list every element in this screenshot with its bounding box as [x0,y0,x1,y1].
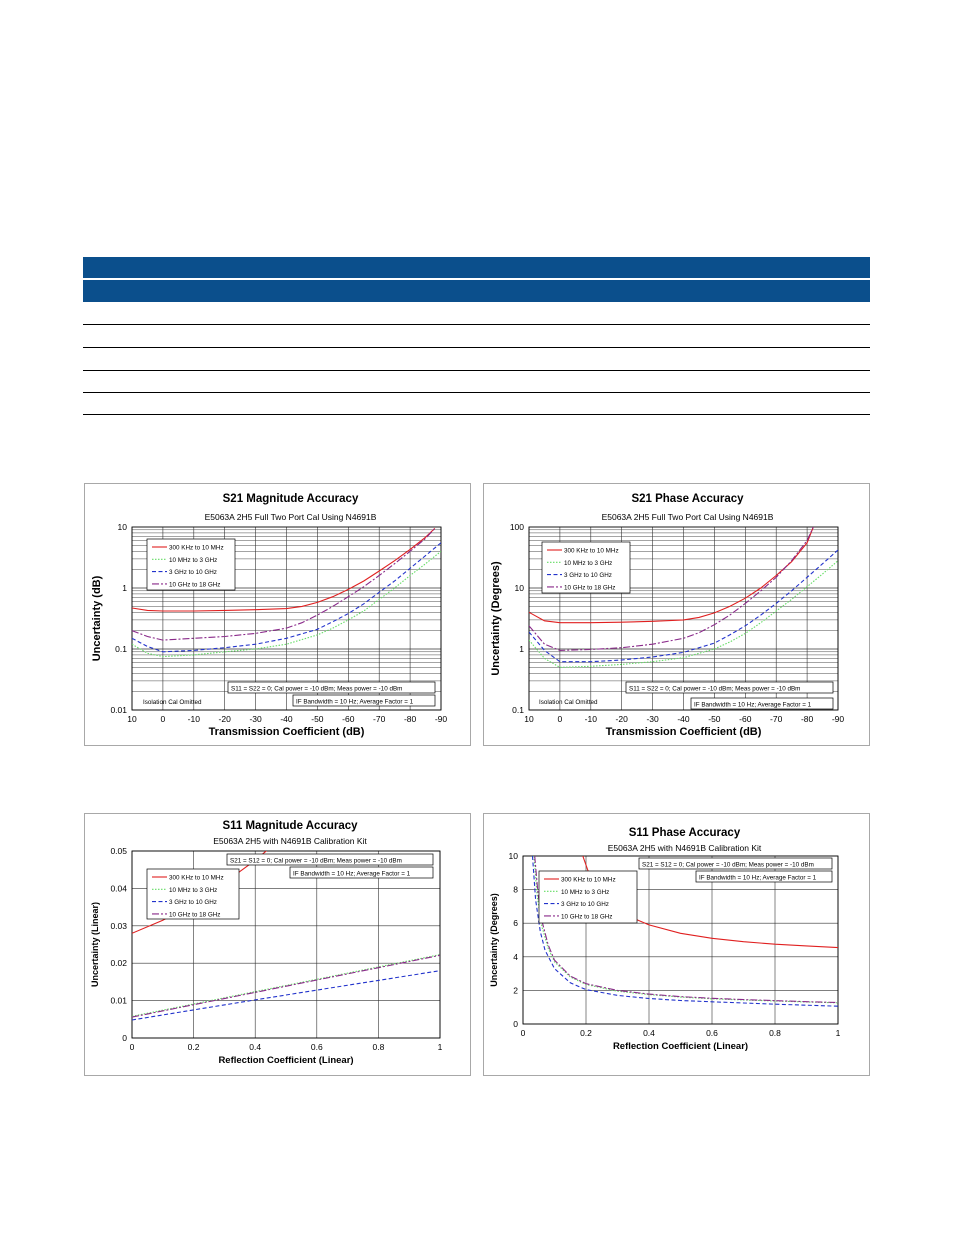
table-row-rule [83,324,870,325]
legend-label: 10 MHz to 3 GHz [564,559,613,567]
legend-label: 300 KHz to 10 MHz [169,544,224,552]
table-header-band-1 [83,257,870,278]
table-row-rule [83,347,870,348]
x-tick-label: 0.8 [372,1042,385,1052]
table-row-rule [83,392,870,393]
chart-panel-s11-magnitude [84,813,471,1076]
y-tick-label: 100 [509,522,524,532]
table-row-rule [83,370,870,371]
chart-panel-s21-magnitude [84,483,471,746]
y-tick-label: 1 [122,583,127,593]
y-tick-label: 10 [508,851,518,861]
x-tick-label: 0.2 [580,1028,592,1038]
x-tick-label: -90 [831,714,845,724]
chart-subtitle: E5063A 2H5 with N4691B Calibration Kit [607,843,762,853]
y-tick-label: 0.04 [110,883,127,894]
x-tick-label: -70 [770,714,783,724]
x-tick-label: 1 [437,1042,443,1052]
x-tick-label: 0 [129,1042,135,1052]
y-tick-label: 0.03 [110,920,127,931]
x-tick-label: -50 [708,714,721,724]
annotation-text: IF Bandwidth = 10 Hz; Average Factor = 1 [699,874,817,882]
chart-title: S21 Phase Accuracy [631,493,744,505]
x-tick-label: -20 [615,714,628,724]
y-tick-label: 0.05 [110,846,127,856]
chart-s21-magnitude [85,484,470,745]
chart-s11-magnitude [85,814,470,1075]
annotation-text: S11 = S22 = 0; Cal power = -10 dBm; Meas power = -10 dBm [231,685,403,693]
x-tick-label: -50 [311,714,324,724]
x-tick-label: -10 [187,714,200,724]
chart-s11-phase [484,814,869,1075]
chart-panel-s11-phase [483,813,870,1076]
legend-label: 3 GHz to 10 GHz [564,572,612,580]
y-axis-label: Uncertainty (Degrees) [489,893,499,987]
legend-label: 10 GHz to 18 GHz [169,581,221,589]
x-axis-label: Transmission Coefficient (dB) [208,726,365,738]
x-tick-label: 1 [835,1028,841,1038]
annotation-text: S11 = S22 = 0; Cal power = -10 dBm; Meas power = -10 dBm [629,685,801,693]
x-tick-label: -70 [373,714,386,724]
x-tick-label: 10 [127,714,137,724]
series-line-3 [132,971,440,1020]
x-tick-label: -10 [584,714,597,724]
x-axis-label: Transmission Coefficient (dB) [605,726,762,738]
y-tick-label: 0.02 [110,958,127,969]
x-axis-label: Reflection Coefficient (Linear) [612,1041,749,1052]
series-line-4 [132,955,440,1017]
y-tick-label: 0.01 [110,995,127,1006]
x-tick-label: -60 [739,714,752,724]
chart-title: S21 Magnitude Accuracy [222,493,359,505]
chart-panel-s21-phase [483,483,870,746]
chart-s21-phase [484,484,869,745]
legend-label: 3 GHz to 10 GHz [169,569,217,577]
x-tick-label: 0 [557,714,563,724]
annotation-isolation: Isolation Cal Omitted [539,699,598,706]
y-tick-label: 0.1 [512,705,524,715]
y-tick-label: 10 [117,522,127,532]
table-header-band-2 [83,280,870,302]
y-axis-label: Uncertainty (Linear) [90,901,100,988]
annotation-isolation: Isolation Cal Omitted [143,699,202,706]
y-tick-label: 6 [513,918,518,929]
y-tick-label: 1 [519,644,524,654]
x-tick-label: 0.8 [769,1028,781,1038]
legend-label: 10 GHz to 18 GHz [561,913,613,921]
legend-label: 10 MHz to 3 GHz [169,556,218,564]
x-tick-label: 0.4 [249,1042,262,1052]
y-tick-label: 4 [513,951,518,962]
chart-subtitle: E5063A 2H5 Full Two Port Cal Using N4691B [601,512,774,522]
legend-label: 300 KHz to 10 MHz [564,547,619,555]
y-tick-label: 10 [514,583,524,593]
table-row-rule [83,414,870,415]
x-tick-label: -80 [403,714,417,724]
y-axis-label: Uncertainty (dB) [91,575,103,662]
x-tick-label: -30 [249,714,262,724]
annotation-text: S21 = S12 = 0; Cal power = -10 dBm; Meas power = -10 dBm [230,857,402,865]
annotation-text: S21 = S12 = 0; Cal power = -10 dBm; Meas power = -10 dBm [642,861,814,869]
legend-label: 10 GHz to 18 GHz [564,584,616,592]
chart-subtitle: E5063A 2H5 Full Two Port Cal Using N4691B [204,512,377,522]
x-tick-label: -20 [218,714,231,724]
y-tick-label: 2 [513,985,518,996]
y-tick-label: 8 [513,884,518,895]
x-tick-label: 10 [524,714,534,724]
legend-label: 3 GHz to 10 GHz [169,899,217,907]
y-axis-label: Uncertainty (Degrees) [490,561,502,676]
legend-label: 300 KHz to 10 MHz [169,874,224,882]
x-tick-label: -40 [280,714,293,724]
x-tick-label: -30 [646,714,659,724]
x-axis-label: Reflection Coefficient (Linear) [218,1055,354,1066]
chart-subtitle: E5063A 2H5 with N4691B Calibration Kit [213,836,367,846]
chart-title: S11 Phase Accuracy [628,827,741,839]
x-tick-label: 0 [520,1028,526,1038]
x-tick-label: 0.6 [310,1042,323,1052]
x-tick-label: -40 [677,714,690,724]
legend-label: 3 GHz to 10 GHz [561,901,609,909]
x-tick-label: 0.4 [643,1028,655,1038]
annotation-text: IF Bandwidth = 10 Hz; Average Factor = 1 [293,870,411,878]
annotation-text: IF Bandwidth = 10 Hz; Average Factor = 1 [296,698,414,706]
legend-label: 10 GHz to 18 GHz [169,911,221,919]
legend-label: 300 KHz to 10 MHz [561,876,616,884]
x-tick-label: 0.2 [187,1042,200,1052]
legend-label: 10 MHz to 3 GHz [169,886,218,894]
x-tick-label: -80 [800,714,814,724]
legend-label: 10 MHz to 3 GHz [561,888,610,896]
x-tick-label: 0.6 [706,1028,718,1038]
chart-title: S11 Magnitude Accuracy [222,820,358,832]
x-tick-label: -90 [434,714,448,724]
x-tick-label: -60 [342,714,355,724]
x-tick-label: 0 [160,714,166,724]
series-line-2 [132,955,440,1017]
annotation-text: IF Bandwidth = 10 Hz; Average Factor = 1 [694,701,812,709]
y-tick-label: 0.01 [110,705,127,715]
y-tick-label: 0 [122,1033,127,1043]
y-tick-label: 0 [513,1019,518,1029]
y-tick-label: 0.1 [115,644,127,654]
